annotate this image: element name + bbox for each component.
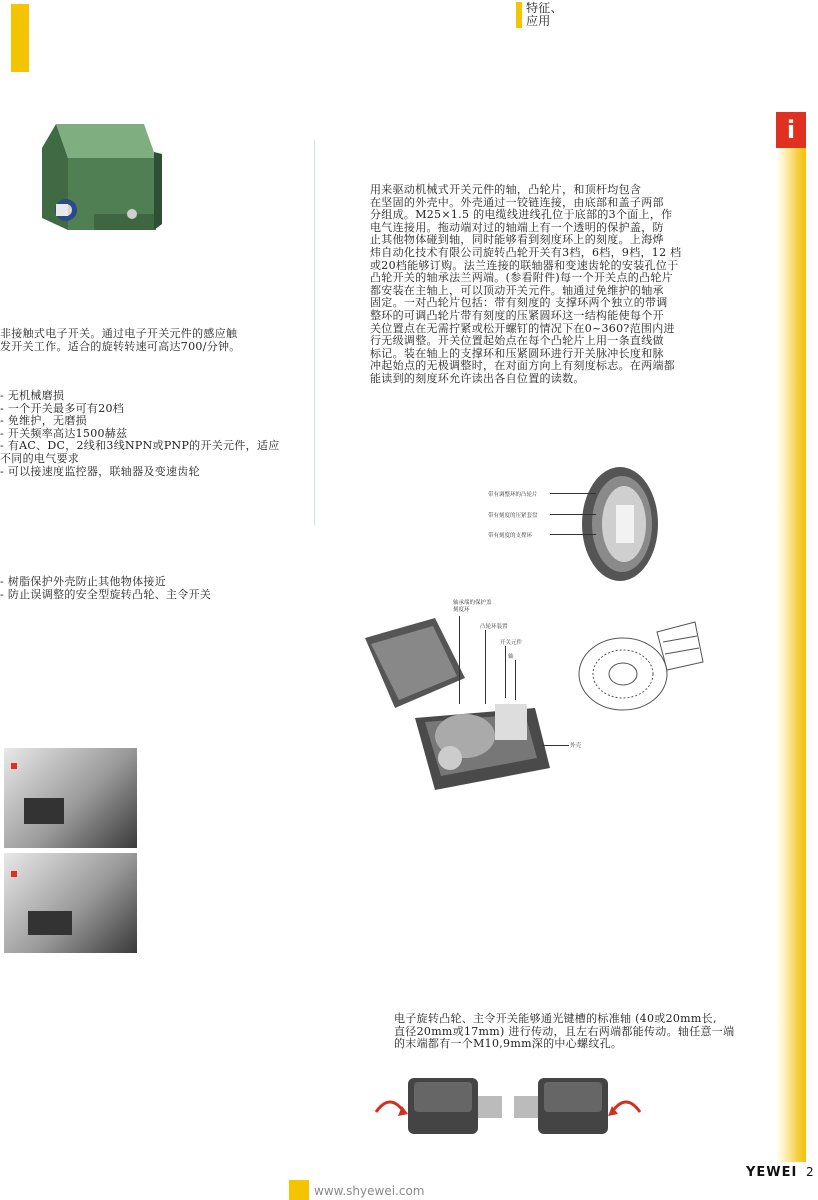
housing-label: 开关元件 — [500, 640, 523, 646]
cam-wheel-diagram — [480, 465, 680, 585]
feature-item: - 防止误调整的安全型旋转凸轮、主令开关 — [0, 587, 212, 601]
feature-list-secondary — [0, 576, 300, 601]
section-title: 特征、 应用 — [526, 1, 563, 28]
drive-side-left-drawing — [368, 1072, 508, 1142]
cam-label: 带有刻度的支撑环 — [488, 533, 533, 539]
drive-side-right-drawing — [508, 1072, 648, 1142]
photo-detail — [28, 911, 72, 935]
feature-item: - 一个开关最多可有20档 — [0, 401, 125, 415]
feature-list-primary — [0, 390, 300, 478]
photo-marker — [11, 763, 17, 769]
cam-wheel-photo — [580, 465, 660, 583]
section-title-accent — [516, 2, 522, 28]
description-text: 用来驱动机械式开关元件的轴，凸轮片，和顶杆均包含 在坚固的外壳中。外壳通过一铰链连接，由底部和盖子两部 分组成。M25×1.5 的电缆线进线孔位于底部的3个面上，作 电气连接用。拖动端对过的轴端上有一个透明的保护盖，防 止其他物体碰到轴，同时能够看到刻度环上的刻度。上海烨 炜自动化技术有限公司旋转凸轮开关有3档，6档，9档，12 档 或20档能够订购。法兰连接的联轴器和变速齿轮的安装孔位于 凸轮开关的轴承法兰两端。(参看附件)每一个开关点的凸轮片 都安装在主轴上，可以顶动开关元件。轴通过免维护的轴承 固定。一对凸轮片包括：带有刻度的 支撑环两个独立的带调 整环的可调凸轮片带有刻度的压紧圆环这一结构能使每个开 关位置点在无需拧紧或松开螺钉的情况下在0~360?范围内进 行无级调整。开关位置起始点在每个凸轮片上用一条直线做 标记。装在轴上的支撑环和压紧圆环进行开关脉冲长度和脉 冲起始点的无极调整时，在对面方向上有刻度标志。在两端都 能读到的刻度环允许读出各自位置的读数。 — [370, 183, 682, 385]
cam-leader-line — [550, 514, 596, 515]
cam-wheel-line-drawing — [575, 612, 715, 712]
footer-accent-square — [289, 1180, 309, 1200]
website-link[interactable]: www.shyewei.com — [314, 1184, 425, 1198]
photo-detail — [24, 798, 64, 824]
info-tab — [776, 112, 806, 148]
feature-item: - 有AC、DC，2线和3线NPN或PNP的开关元件，适应 — [0, 439, 280, 453]
page-number: 2 — [806, 1165, 814, 1179]
info-tab-letter: i — [786, 116, 796, 144]
green-cam-switch-photo — [34, 118, 164, 242]
photo-marker — [11, 871, 17, 877]
cam-leader-line — [550, 493, 596, 494]
housing-label: 轴承端的保护盖 刻度环 — [453, 600, 492, 613]
feature-item: 不同的电气要求 — [0, 451, 80, 465]
feature-item: - 树脂保护外壳防止其他物体接近 — [0, 575, 167, 588]
cam-leader-line — [550, 534, 596, 535]
housing-leader-line — [515, 660, 516, 700]
housing-label: 轴 — [508, 654, 514, 660]
feature-item: - 可以接速度监控器，联轴器及变速齿轮 — [0, 464, 200, 478]
shaft-note: 电子旋转凸轮、主令开关能够通光键槽的标准轴 (40或20mm长, 直径20mm或17mm) 进行传动，且左右两端都能传动。轴任意一端 的末端都有一个M10,9mm深的中心螺纹孔。 — [394, 1012, 735, 1051]
feature-item: - 无机械磨损 — [0, 389, 65, 402]
intro-text: 非接触式电子开关。通过电子开关元件的感应触 发开关工作。适合的旋转转速可高达700/分钟。 — [0, 327, 241, 353]
housing-label: 外壳 — [570, 743, 582, 749]
installation-photo-top — [4, 748, 137, 848]
housing-label: 凸轮环装置 — [480, 624, 508, 630]
header-accent-bar — [11, 4, 29, 72]
feature-item: - 免维护，无磨损 — [0, 414, 87, 428]
cam-label: 带有刻度的压紧套盘 — [488, 513, 538, 519]
housing-diagram — [355, 598, 590, 798]
installation-photo-bottom — [4, 853, 137, 953]
column-divider — [314, 140, 315, 525]
cam-label: 带有调整环的凸轮片 — [488, 492, 538, 498]
brand-logo: YEWEI — [746, 1165, 798, 1180]
housing-leader-line — [485, 630, 486, 704]
right-decorative-stripe — [776, 112, 806, 1162]
housing-leader-line — [505, 646, 506, 698]
housing-leader-line — [543, 745, 569, 746]
feature-item: - 开关频率高达1500赫兹 — [0, 426, 128, 440]
housing-photo — [355, 618, 560, 793]
housing-leader-line — [459, 616, 460, 704]
